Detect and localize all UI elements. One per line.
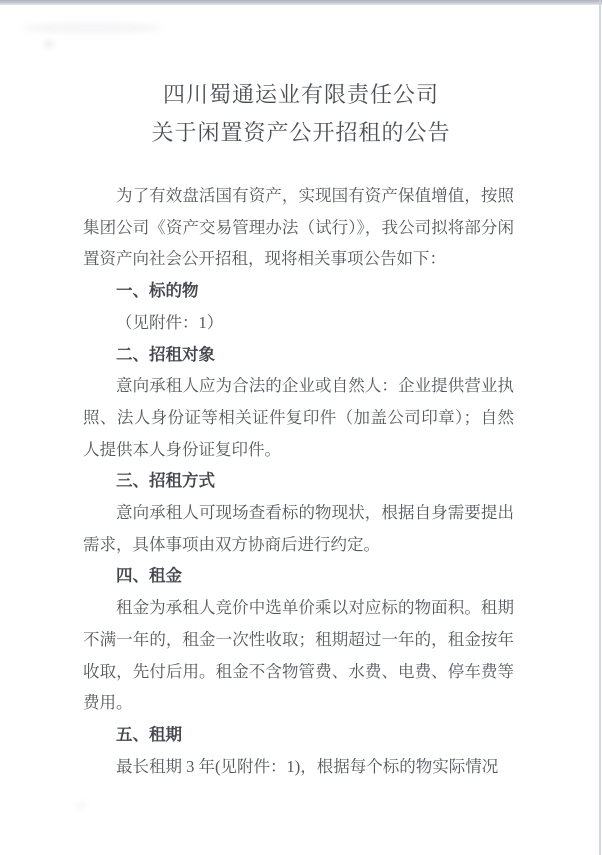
lease-method-paragraph: 意向承租人可现场查看标的物现状，根据自身需要提出需求，具体事项由双方协商后进行约定。 [83,503,514,554]
document-title-line2: 关于闲置资产公开招租的公告 [151,120,451,145]
scan-smudge [44,40,54,48]
lease-targets-paragraph: 意向承租人应为合法的企业或自然人：企业提供营业执照、法人身份证等相关证件复印件（加盖公司印章）；自然人提供本人身份证复印件。 [83,376,514,459]
intro-paragraph: 为了有效盘活国有资产，实现国有资产保值增值，按照集团公司《资产交易管理办法（试行）》，我公司拟将部分闲置资产向社会公开招租，现将相关事项公告如下： [83,186,514,269]
attachment-note: （见附件：1） [116,312,224,332]
section-heading-lease-targets: 二、招租对象 [116,344,215,364]
scan-smudge [22,22,162,34]
section-heading-lease-method: 三、招租方式 [116,471,215,491]
scan-smudge [76,802,86,809]
scan-edge-top [0,0,602,5]
document-title-line1: 四川蜀通运业有限责任公司 [162,82,439,107]
section-heading-subject-matter: 一、标的物 [116,281,199,301]
section-heading-lease-term: 五、租期 [116,724,182,744]
lease-term-paragraph: 最长租期 3 年(见附件：1)，根据每个标的物实际情况 [116,756,499,776]
rent-paragraph: 租金为承租人竞价中选单价乘以对应标的物面积。租期不满一年的，租金一次性收取；租期超过一年的，租金按年收取，先付后用。租金不含物管费、水费、电费、停车费等费用。 [83,598,514,713]
document-body [83,180,514,782]
section-heading-rent: 四、租金 [116,566,182,586]
document-title [0,76,602,152]
